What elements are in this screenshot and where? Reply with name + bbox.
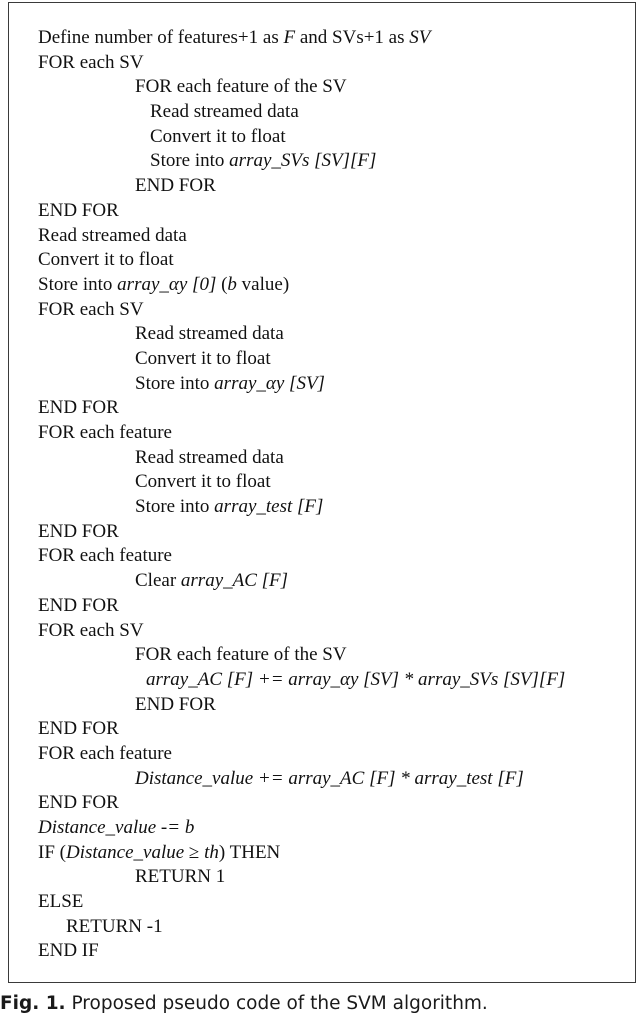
code-segment: Store into bbox=[38, 273, 118, 295]
code-segment: FOR each feature of the SV bbox=[135, 76, 347, 98]
code-segment: Store into bbox=[135, 496, 215, 518]
code-segment: FOR each feature bbox=[38, 422, 172, 443]
code-line bbox=[38, 125, 634, 150]
code-segment: RETURN 1 bbox=[135, 866, 226, 888]
code-segment: FOR each SV bbox=[38, 619, 144, 641]
code-line bbox=[38, 619, 634, 644]
code-segment: END IF bbox=[38, 940, 99, 962]
code-segment: END FOR bbox=[38, 792, 119, 814]
code-segment: Clear bbox=[135, 570, 181, 592]
code-line bbox=[38, 396, 634, 421]
code-segment: ELSE bbox=[38, 891, 84, 913]
code-segment: RETURN -1 bbox=[66, 915, 163, 937]
code-line bbox=[38, 298, 634, 323]
code-line bbox=[38, 520, 634, 545]
code-line bbox=[38, 841, 634, 866]
code-segment: END FOR bbox=[135, 175, 216, 197]
code-line bbox=[38, 816, 634, 841]
code-line bbox=[38, 347, 634, 372]
code-line bbox=[38, 544, 634, 569]
code-segment: array_αy [0] bbox=[117, 273, 217, 295]
code-segment: END FOR bbox=[38, 594, 119, 616]
code-line bbox=[38, 594, 634, 619]
code-segment: END FOR bbox=[38, 199, 119, 221]
code-segment: Store into bbox=[150, 150, 230, 172]
code-segment: array_SVs [SV][F] bbox=[229, 150, 377, 172]
code-line bbox=[38, 174, 634, 199]
code-segment: END FOR bbox=[38, 718, 119, 740]
code-segment: value) bbox=[236, 273, 290, 295]
code-segment: Read streamed data bbox=[150, 101, 299, 123]
code-segment: Distance_value -= b bbox=[38, 817, 195, 838]
code-segment: b bbox=[227, 273, 237, 295]
code-line bbox=[38, 791, 634, 816]
code-line bbox=[38, 865, 634, 890]
code-segment: Read streamed data bbox=[135, 323, 284, 345]
code-line bbox=[38, 495, 634, 520]
code-segment: and SVs+1 as bbox=[295, 27, 410, 48]
code-line bbox=[38, 199, 634, 224]
code-segment: F bbox=[283, 27, 296, 48]
code-segment: ≥ bbox=[184, 841, 205, 863]
code-line bbox=[38, 643, 634, 668]
code-line bbox=[38, 51, 634, 76]
figure-label: Fig. 1. bbox=[0, 993, 66, 1014]
code-segment: Read streamed data bbox=[38, 224, 187, 246]
code-line bbox=[38, 273, 634, 298]
code-line bbox=[38, 939, 634, 964]
code-segment: FOR each feature bbox=[38, 742, 172, 764]
code-segment: ( bbox=[216, 273, 228, 295]
pseudocode-listing bbox=[38, 26, 634, 964]
code-line bbox=[38, 248, 634, 273]
code-segment: FOR each feature of the SV bbox=[135, 644, 347, 666]
code-line bbox=[38, 915, 634, 940]
code-line bbox=[38, 421, 634, 446]
code-line bbox=[38, 470, 634, 495]
code-segment: Convert it to float bbox=[135, 471, 271, 493]
code-segment: array_AC [F] bbox=[180, 570, 289, 592]
code-segment: th bbox=[204, 841, 219, 863]
code-segment: FOR each SV bbox=[38, 51, 144, 73]
code-segment: FOR each feature bbox=[38, 545, 172, 567]
code-line bbox=[38, 668, 634, 693]
code-segment: IF ( bbox=[38, 841, 66, 863]
code-line bbox=[38, 322, 634, 347]
code-segment: array_AC [F] += array_αy [SV] * array_SVs [SV][F] bbox=[146, 668, 566, 690]
code-segment: SV bbox=[409, 27, 431, 48]
code-segment: array_test [F] bbox=[214, 496, 324, 518]
code-line bbox=[38, 569, 634, 594]
code-segment: FOR each SV bbox=[38, 298, 144, 320]
code-line bbox=[38, 717, 634, 742]
code-line bbox=[38, 26, 634, 51]
code-line bbox=[38, 149, 634, 174]
code-line bbox=[38, 890, 634, 915]
code-line bbox=[38, 100, 634, 125]
code-segment: Distance_value += array_AC [F] * array_test [F] bbox=[135, 767, 524, 789]
figure-caption-text: Proposed pseudo code of the SVM algorithm. bbox=[65, 993, 488, 1014]
code-line bbox=[38, 224, 634, 249]
code-segment: Distance_value bbox=[65, 841, 185, 863]
code-segment: END FOR bbox=[38, 520, 119, 542]
figure-caption bbox=[0, 990, 640, 1017]
code-segment: array_αy [SV] bbox=[214, 372, 325, 394]
code-segment: Define number of features+1 as bbox=[38, 27, 284, 48]
code-segment: Convert it to float bbox=[38, 249, 174, 271]
code-line bbox=[38, 75, 634, 100]
code-line bbox=[38, 446, 634, 471]
code-segment: Convert it to float bbox=[135, 347, 271, 369]
code-segment: END FOR bbox=[135, 693, 216, 715]
code-line bbox=[38, 767, 634, 792]
code-line bbox=[38, 742, 634, 767]
code-line bbox=[38, 372, 634, 397]
code-segment: Convert it to float bbox=[150, 125, 286, 147]
code-line bbox=[38, 693, 634, 718]
code-segment: Store into bbox=[135, 372, 215, 394]
code-segment: END FOR bbox=[38, 397, 119, 419]
code-segment: Read streamed data bbox=[135, 446, 284, 468]
code-segment: ) THEN bbox=[218, 841, 281, 863]
